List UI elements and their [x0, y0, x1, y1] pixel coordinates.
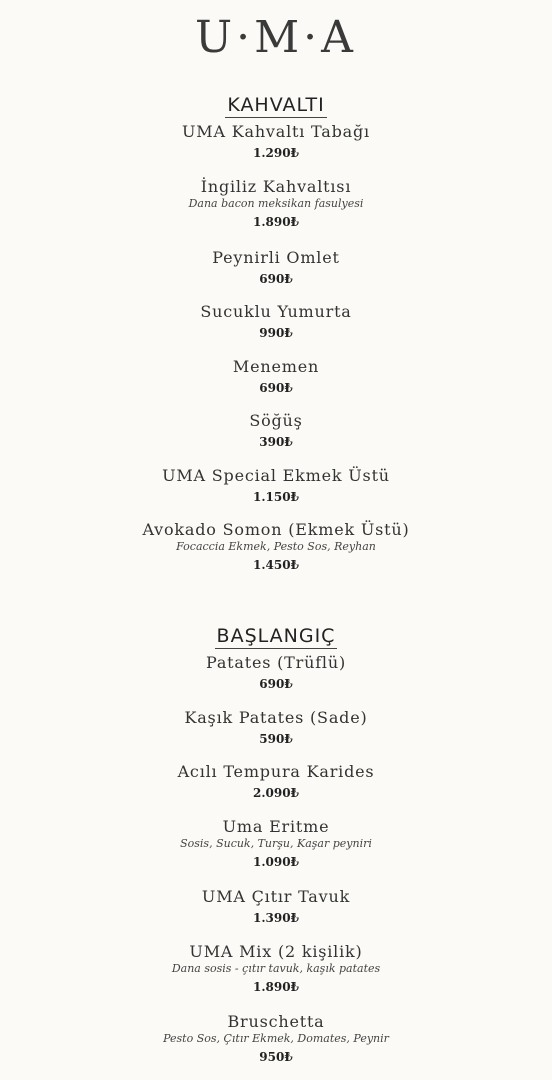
menu-item [0, 411, 552, 450]
item-price: 1.390₺ [253, 911, 299, 925]
item-price: 990₺ [259, 326, 293, 340]
item-price: 390₺ [259, 435, 293, 449]
section-baslangic [0, 625, 552, 649]
menu-item [0, 942, 552, 995]
item-price: 1.150₺ [253, 490, 299, 504]
item-description: Pesto Sos, Çıtır Ekmek, Domates, Peynir [163, 1032, 389, 1045]
menu-item [0, 357, 552, 396]
item-name: Bruschetta [227, 1012, 325, 1031]
menu-item [0, 466, 552, 505]
item-name: Menemen [232, 357, 320, 376]
item-name: Acılı Tempura Karides [177, 762, 375, 781]
menu-item [0, 248, 552, 287]
item-name: İngiliz Kahvaltısı [200, 177, 352, 196]
item-price: 1.890₺ [253, 980, 299, 994]
item-price: 1.290₺ [253, 146, 299, 160]
section-kahvalti [0, 94, 552, 118]
menu-item [0, 1012, 552, 1065]
item-name: UMA Çıtır Tavuk [201, 887, 351, 906]
item-description: Dana bacon meksikan fasulyesi [188, 197, 364, 210]
item-name: Peynirli Omlet [212, 248, 340, 267]
item-name: Söğüş [249, 411, 303, 430]
menu-item [0, 122, 552, 161]
menu-item [0, 817, 552, 870]
item-price: 690₺ [259, 272, 293, 286]
menu-item [0, 177, 552, 230]
item-price: 1.450₺ [253, 558, 299, 572]
menu-item [0, 653, 552, 692]
item-name: Uma Eritme [222, 817, 330, 836]
item-name: UMA Kahvaltı Tabağı [182, 122, 370, 141]
item-name: Sucuklu Yumurta [200, 302, 352, 321]
item-name: Kaşık Patates (Sade) [184, 708, 368, 727]
item-description: Focaccia Ekmek, Pesto Sos, Reyhan [176, 540, 376, 553]
item-price: 590₺ [259, 732, 293, 746]
item-description: Sosis, Sucuk, Turşu, Kaşar peyniri [180, 837, 372, 850]
uma-logo: U·M·A [195, 12, 357, 63]
menu-item [0, 520, 552, 573]
section-title: KAHVALTI [227, 94, 325, 116]
menu-item [0, 887, 552, 926]
item-price: 2.090₺ [253, 786, 299, 800]
item-price: 950₺ [259, 1050, 293, 1064]
item-price: 690₺ [259, 381, 293, 395]
item-name: UMA Mix (2 kişilik) [189, 942, 363, 961]
item-name: Avokado Somon (Ekmek Üstü) [142, 520, 410, 539]
section-title: BAŞLANGIÇ [216, 625, 336, 647]
item-price: 1.090₺ [253, 855, 299, 869]
menu-item [0, 302, 552, 341]
item-name: Patates (Trüflü) [205, 653, 346, 672]
item-name: UMA Special Ekmek Üstü [162, 466, 390, 485]
menu-item [0, 762, 552, 801]
item-price: 1.890₺ [253, 215, 299, 229]
menu-item [0, 708, 552, 747]
item-price: 690₺ [259, 677, 293, 691]
item-description: Dana sosis - çıtır tavuk, kaşık patates [171, 962, 381, 975]
